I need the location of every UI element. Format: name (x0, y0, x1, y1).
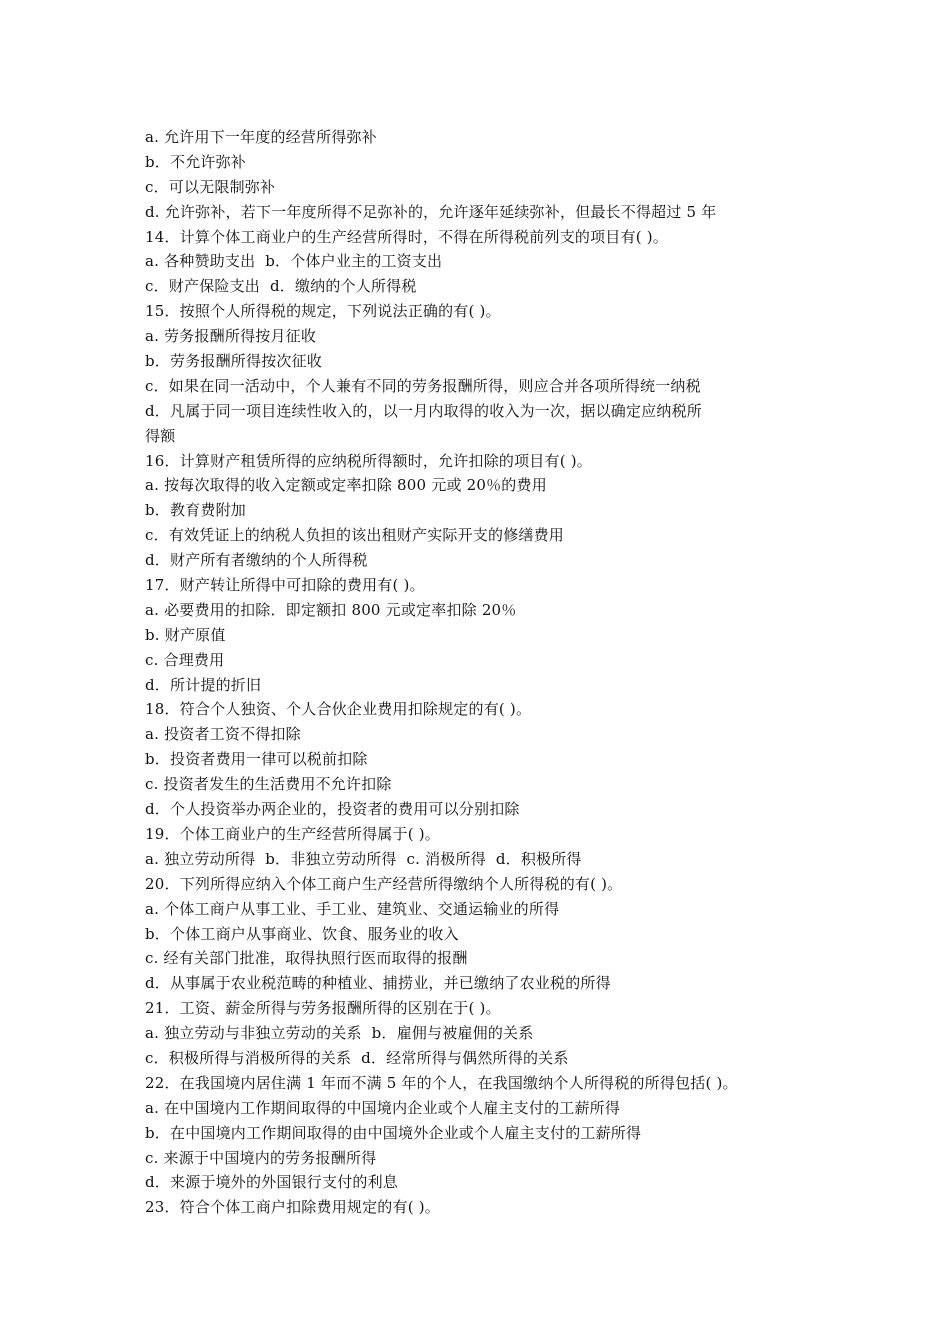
text-line: c. 来源于中国境内的劳务报酬所得 (145, 1148, 377, 1167)
text-line: a. 个体工商户从事工业、手工业、建筑业、交通运输业的所得 (145, 899, 560, 918)
text-line: d．所计提的折旧 (145, 675, 262, 694)
question-line: 23．符合个体工商户扣除费用规定的有( )。 (145, 1198, 440, 1217)
text-line: b．劳务报酬所得按次征收 (145, 352, 323, 371)
text-line: c. 合理费用 (145, 650, 225, 669)
text-line: a. 在中国境内工作期间取得的中国境内企业或个人雇主支付的工薪所得 (145, 1098, 621, 1117)
text-line: d．财产所有者缴纳的个人所得税 (145, 551, 368, 570)
text-line: c. 投资者发生的生活费用不允许扣除 (145, 775, 392, 794)
text-line: b．在中国境内工作期间取得的由中国境外企业或个人雇主支付的工薪所得 (145, 1123, 642, 1142)
text-line: b．个体工商户从事商业、饮食、服务业的收入 (145, 924, 459, 943)
text-line: a. 必要费用的扣除．即定额扣 800 元或定率扣除 20％ (145, 600, 517, 619)
text-line: c．有效凭证上的纳税人负担的该出租财产实际开支的修缮费用 (145, 526, 565, 545)
text-line: a. 独立劳动所得 b．非独立劳动所得 c. 消极所得 d．积极所得 (145, 849, 582, 868)
text-line: c．财产保险支出 d．缴纳的个人所得税 (145, 277, 417, 296)
text-line: a. 投资者工资不得扣除 (145, 725, 301, 744)
text-line: a. 劳务报酬所得按月征收 (145, 327, 317, 346)
text-line: d．凡属于同一项目连续性收入的，以一月内取得的收入为一次，据以确定应纳税所 (145, 401, 703, 420)
text-line: a. 按每次取得的收入定额或定率扣除 800 元或 20％的费用 (145, 476, 547, 495)
question-line: 17．财产转让所得中可扣除的费用有( )。 (145, 576, 425, 595)
text-line: b. 财产原值 (145, 625, 226, 644)
text-line: d．来源于境外的外国银行支付的利息 (145, 1173, 399, 1192)
text-line: a. 各种赞助支出 b．个体户业主的工资支出 (145, 252, 443, 271)
text-line: 得额 (145, 426, 176, 445)
document-body (145, 125, 805, 1220)
text-line: b．投资者费用一律可以税前扣除 (145, 750, 368, 769)
text-line: c. 经有关部门批准，取得执照行医而取得的报酬 (145, 949, 468, 968)
text-line: c．可以无限制弥补 (145, 177, 276, 196)
question-line: 18．符合个人独资、个人合伙企业费用扣除规定的有( )。 (145, 700, 532, 719)
question-line: 15．按照个人所得税的规定，下列说法正确的有( )。 (145, 302, 501, 321)
question-line: 22．在我国境内居住满 1 年而不满 5 年的个人，在我国缴纳个人所得税的所得包括( )。 (145, 1073, 738, 1092)
text-line: b．不允许弥补 (145, 152, 247, 171)
text-line: d. 允许弥补，若下一年度所得不足弥补的，允许逐年延续弥补，但最长不得超过 5 年 (145, 202, 717, 221)
question-line: 14．计算个体工商业户的生产经营所得时，不得在所得税前列支的项目有( )。 (145, 227, 668, 246)
text-line: a. 独立劳动与非独立劳动的关系 b．雇佣与被雇佣的关系 (145, 1024, 534, 1043)
text-line: c．积极所得与消极所得的关系 d．经常所得与偶然所得的关系 (145, 1048, 569, 1067)
question-line: 21．工资、薪金所得与劳务报酬所得的区别在于( )。 (145, 999, 501, 1018)
text-line: b．教育费附加 (145, 501, 247, 520)
text-line: a. 允许用下一年度的经营所得弥补 (145, 128, 377, 146)
text-line: d．从事属于农业税范畴的种植业、捕捞业，并已缴纳了农业税的所得 (145, 974, 611, 993)
text-line: d．个人投资举办两企业的，投资者的费用可以分别扣除 (145, 800, 520, 819)
text-line: c．如果在同一活动中，个人兼有不同的劳务报酬所得，则应合并各项所得统一纳税 (145, 376, 701, 395)
question-line: 20．下列所得应纳入个体工商户生产经营所得缴纳个人所得税的有( )。 (145, 874, 623, 893)
question-line: 16．计算财产租赁所得的应纳税所得额时，允许扣除的项目有( )。 (145, 451, 592, 470)
question-line: 19．个体工商业户的生产经营所得属于( )。 (145, 824, 440, 843)
